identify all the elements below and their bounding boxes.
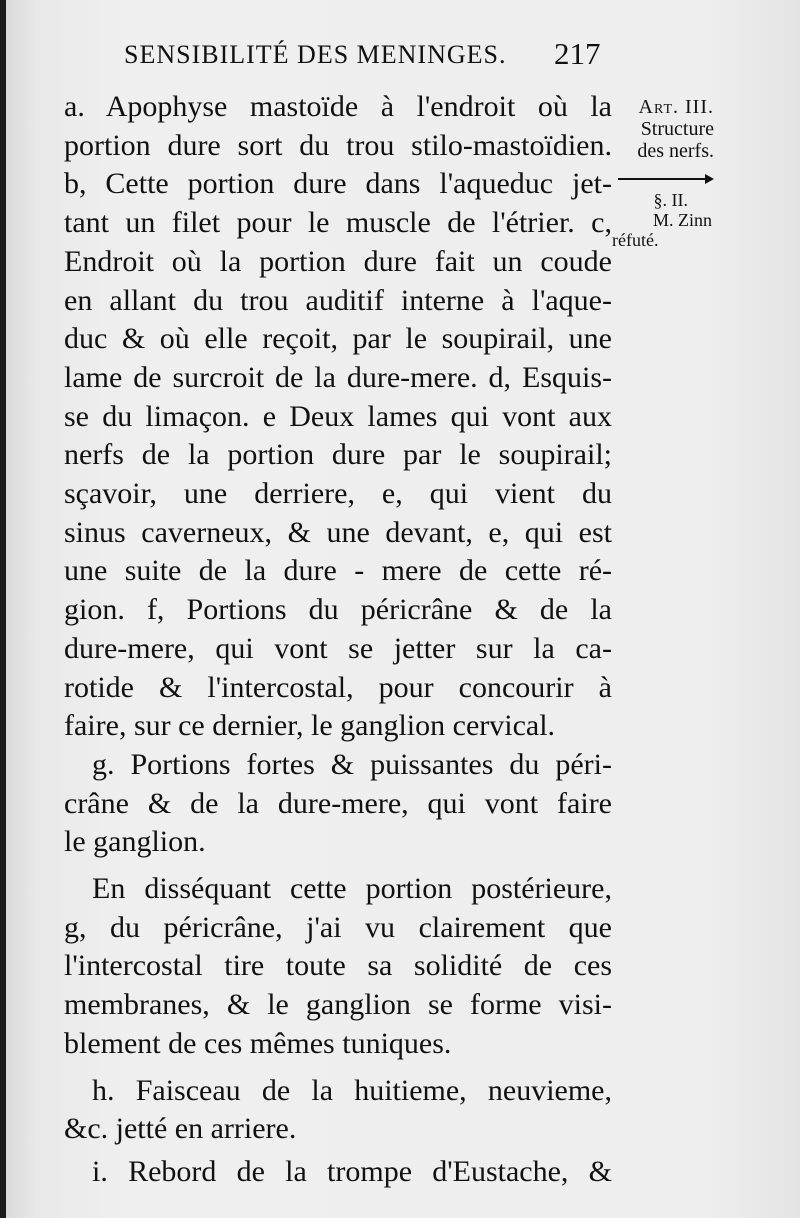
paragraph-g: [64, 746, 612, 862]
text-line: g. Portions fortes & puissantes du péri-: [92, 747, 612, 781]
text-line: l'intercostal tire toute sa solidité de ces: [64, 949, 612, 983]
paragraph-a-f: [64, 88, 612, 746]
body-text: [64, 88, 612, 1192]
text-line: sinus caverneux, & une devant, e, qui est: [64, 515, 612, 549]
nerves-label: des nerfs.: [637, 140, 714, 162]
text-line: b, Cette portion dure dans l'aqueduc jet-: [64, 167, 612, 201]
text-line: g, du péricrâne, j'ai vu clairement que: [64, 910, 612, 944]
text-line: se du limaçon. e Deux lames qui vont aux: [64, 399, 612, 433]
text-line: blement de ces mêmes tuniques.: [64, 1026, 452, 1060]
text-line: une suite de la dure - mere de cette ré-: [64, 554, 612, 588]
margin-note-section: [612, 190, 712, 250]
text-line: sçavoir, une derriere, e, qui vient du: [64, 477, 612, 511]
margin-note-article: [618, 96, 714, 162]
text-line: en allant du trou auditif interne à l'aque-: [64, 283, 612, 317]
section-label: §. II.: [653, 190, 688, 210]
text-line: gion. f, Portions du péricrâne & de la: [64, 593, 612, 627]
page-number: 217: [554, 36, 601, 71]
text-line: Endroit où la portion dure fait un coude: [64, 244, 612, 278]
text-line: En disséquant cette portion postérieure,: [92, 872, 612, 906]
text-line: faire, sur ce dernier, le ganglion cervical.: [64, 709, 556, 743]
text-line: a. Apophyse mastoïde à l'endroit où la: [64, 90, 612, 123]
refuted-label: réfuté.: [612, 230, 659, 250]
structure-label: Structure: [640, 118, 714, 140]
text-line: tant un filet pour le muscle de l'étrier. c,: [64, 206, 612, 240]
paragraph-i: [64, 1153, 612, 1192]
running-title: SENSIBILITÉ DES MENINGES.: [124, 40, 507, 69]
text-line: membranes, & le ganglion se forme visi-: [64, 988, 612, 1022]
text-line: h. Faisceau de la huitieme, neuvieme,: [92, 1073, 612, 1107]
text-line: lame de surcroit de la dure-mere. d, Esquis-: [64, 360, 612, 394]
zinn-label: M. Zinn: [652, 210, 712, 230]
paragraph-dissection: [64, 870, 612, 1064]
margin-rule: [618, 178, 712, 180]
text-line: &c. jetté en arriere.: [64, 1112, 297, 1146]
text-line: rotide & l'intercostal, pour concourir à: [64, 670, 612, 704]
text-line: le ganglion.: [64, 825, 206, 859]
text-line: portion dure sort du trou stilo-mastoïdien.: [64, 128, 612, 162]
text-line: dure-mere, qui vont se jetter sur la ca-: [64, 631, 612, 665]
text-line: duc & où elle reçoit, par le soupirail, une: [64, 322, 612, 356]
paragraph-h: [64, 1072, 612, 1149]
text-line: crâne & de la dure-mere, qui vont faire: [64, 786, 612, 820]
text-line: i. Rebord de la trompe d'Eustache, &: [92, 1154, 612, 1188]
text-line: nerfs de la portion dure par le soupirail;: [64, 438, 612, 472]
article-label: Art. III.: [638, 96, 714, 118]
book-page: [6, 0, 800, 1218]
